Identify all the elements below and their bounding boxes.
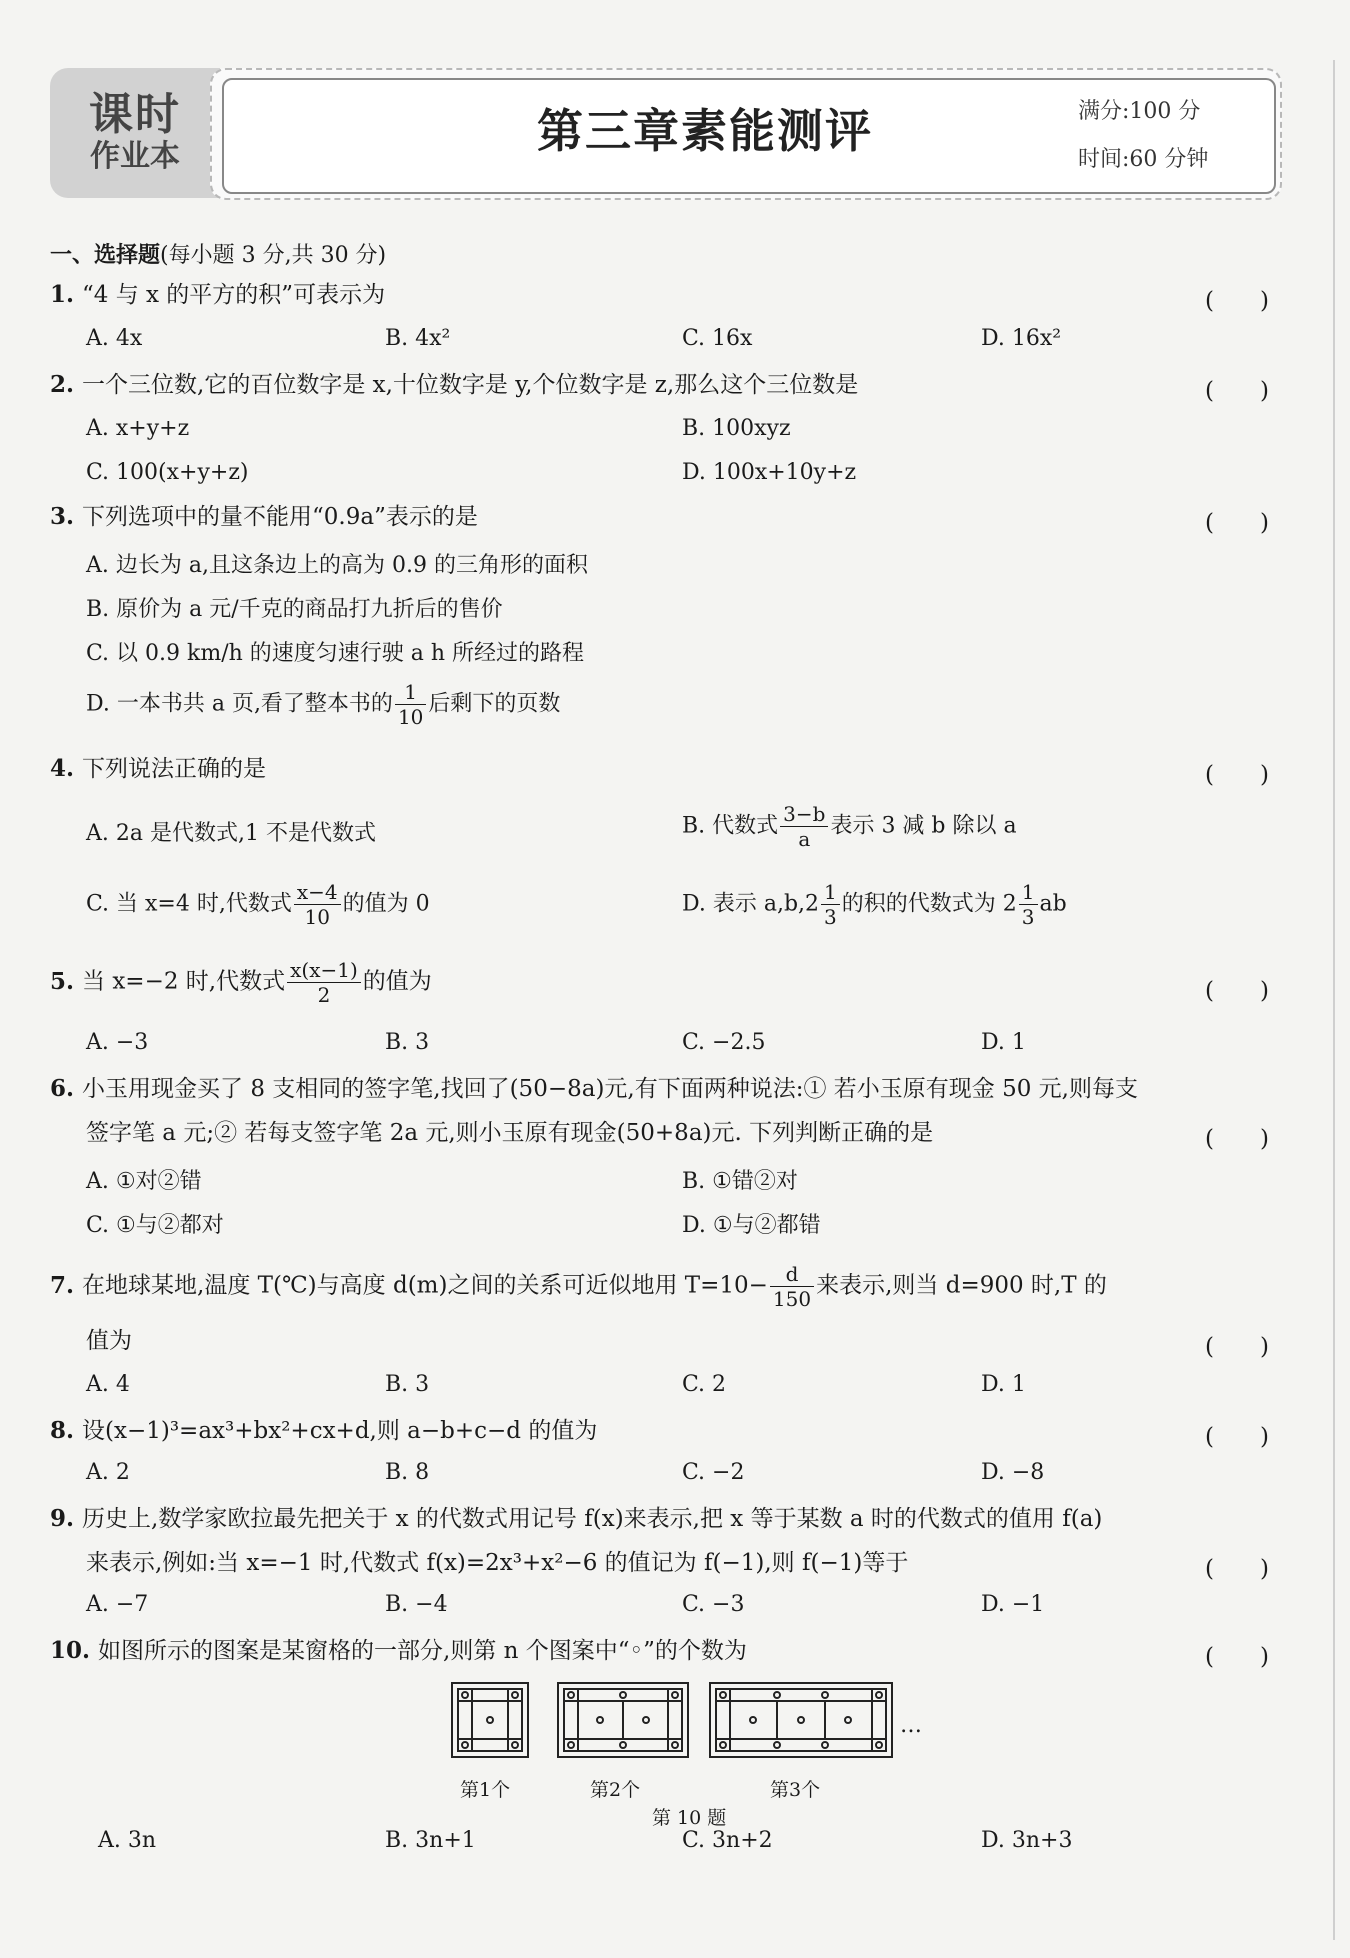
badge-line2: 作业本 [90,139,180,174]
question-number: 4. [50,755,75,782]
figure-caption: 第 10 题 [652,1807,727,1829]
question-number: 1. [50,281,75,308]
option-d: D. 16x² [981,326,1062,351]
pattern-3 [710,1683,892,1757]
fraction-denominator: 150 [772,1287,812,1311]
option-c-text: C. 当 x=4 时,代数式 [86,891,292,917]
question-text: 设(x−1)³=ax³+bx²+cx+d,则 a−b+c−d 的值为 [82,1418,598,1444]
option-c: C. −2.5 [682,1030,766,1055]
pattern-3-label: 第3个 [770,1779,821,1801]
pattern-2-label: 第2个 [590,1779,641,1801]
question-9 [50,1504,1102,1534]
answer-blank[interactable]: ( ) [1205,510,1269,536]
answer-blank[interactable]: ( ) [1205,762,1269,788]
option-d: D. 1 [981,1372,1026,1397]
option-c: C. −2 [682,1460,745,1485]
section-note: (每小题 3 分,共 30 分) [160,243,387,268]
question-text: 如图所示的图案是某窗格的一部分,则第 n 个图案中“◦”的个数为 [98,1638,747,1664]
option-b-text-end: 表示 3 减 b 除以 a [830,813,1017,839]
fraction-numerator: x−4 [294,880,341,905]
textbook-badge [50,68,220,198]
fraction [780,802,828,851]
question-text: 小玉用现金买了 8 支相同的签字笔,找回了(50−8a)元,有下面两种说法:① 若小玉原有现金 50 元,则每支 [82,1076,1138,1102]
option-b [682,802,1017,851]
fraction-denominator: 3 [824,905,837,929]
question-5 [50,958,432,1007]
question-text: 在地球某地,温度 T(℃)与高度 d(m)之间的关系可近似地用 T=10− [82,1272,768,1299]
question-2 [50,370,858,400]
answer-blank[interactable]: ( ) [1205,1644,1269,1670]
option-b: B. 8 [385,1460,430,1485]
question-number: 8. [50,1417,75,1444]
question-number: 9. [50,1505,75,1532]
question-9-line2: 来表示,例如:当 x=−1 时,代数式 f(x)=2x³+x²−6 的值记为 f(−1),则 f(−1)等于 [86,1550,909,1576]
pattern-1 [452,1683,528,1757]
fraction-numerator: x(x−1) [287,958,361,983]
option-c: C. ①与②都对 [86,1213,224,1238]
question-7 [50,1262,1107,1311]
option-d-text: D. 表示 a,b,2 [682,891,820,917]
fraction-numerator: 1 [821,880,840,905]
option-a: A. −3 [86,1030,149,1055]
option-a: A. 2 [86,1460,130,1485]
option-a: A. x+y+z [86,416,190,441]
window-pattern-figure [440,1675,960,1829]
question-text: 当 x=−2 时,代数式 [82,968,286,995]
fraction-denominator: 10 [397,705,424,729]
fraction [1019,880,1038,929]
question-text: “4 与 x 的平方的积”可表示为 [82,282,386,308]
pattern-1-label: 第1个 [460,1779,511,1801]
option-c: C. 2 [682,1372,727,1397]
answer-blank[interactable]: ( ) [1205,1424,1269,1450]
answer-blank[interactable]: ( ) [1205,378,1269,404]
option-a: A. 4 [86,1372,130,1397]
answer-blank[interactable]: ( ) [1205,1556,1269,1582]
option-d: D. 100x+10y+z [682,460,857,485]
question-text: 一个三位数,它的百位数字是 x,十位数字是 y,个位数字是 z,那么这个三位数是 [82,372,859,398]
badge-line1: 课时 [89,89,181,140]
option-c [86,880,430,929]
question-number: 10. [50,1637,91,1664]
question-text-end: 来表示,则当 d=900 时,T 的 [816,1272,1107,1299]
option-a: A. 边长为 a,且这条边上的高为 0.9 的三角形的面积 [86,553,588,578]
fraction-numerator: 1 [1019,880,1038,905]
section-title: 一、选择题 [50,242,161,268]
question-1 [50,280,385,310]
option-d: D. −8 [981,1460,1045,1485]
option-b: B. ①错②对 [682,1169,798,1194]
fraction-numerator: 3−b [780,802,828,827]
answer-blank[interactable]: ( ) [1205,1334,1269,1360]
option-b: B. 3 [385,1372,430,1397]
fraction-denominator: 3 [1021,905,1035,929]
option-c: C. −3 [682,1592,745,1617]
question-number: 2. [50,371,75,398]
option-b: B. 4x² [385,326,451,351]
option-b: B. 3n+1 [385,1828,476,1853]
option-d: D. 1 [981,1030,1026,1055]
answer-blank[interactable]: ( ) [1205,978,1269,1004]
question-text-end: 的值为 [362,968,432,995]
option-d [86,680,560,729]
question-8 [50,1416,597,1446]
question-text: 历史上,数学家欧拉最先把关于 x 的代数式用记号 f(x)来表示,把 x 等于某数 a 时的代数式的值用 f(a) [82,1506,1103,1532]
fraction [294,880,341,929]
option-d: D. 3n+3 [981,1828,1073,1853]
option-d: D. ①与②都错 [682,1213,821,1238]
option-a: A. −7 [86,1592,149,1617]
section-heading [50,238,386,269]
fraction-denominator: 10 [304,905,330,929]
ellipsis: … [900,1713,922,1738]
option-b-text: B. 代数式 [682,813,779,839]
answer-blank[interactable]: ( ) [1205,288,1269,314]
full-score: 满分:100 分 [1078,99,1201,124]
question-number: 5. [50,967,75,995]
option-d: D. −1 [981,1592,1045,1617]
option-c: C. 3n+2 [682,1828,773,1853]
option-b: B. 3 [385,1030,430,1055]
pattern-2 [558,1683,688,1757]
option-b: B. −4 [385,1592,448,1617]
question-10 [50,1636,747,1666]
option-a: A. ①对②错 [86,1169,202,1194]
answer-blank[interactable]: ( ) [1205,1126,1269,1152]
option-c: C. 以 0.9 km/h 的速度匀速行驶 a h 所经过的路程 [86,641,585,666]
option-b: B. 原价为 a 元/千克的商品打九折后的售价 [86,597,503,622]
option-d-text-mid: 的积的代数式为 2 [841,891,1017,917]
option-a: A. 4x [86,326,143,351]
question-number: 7. [50,1271,75,1299]
question-6-line2: 签字笔 a 元;② 若每支签字笔 2a 元,则小玉原有现金(50+8a)元. 下列判断正确的是 [86,1120,934,1146]
option-c-text-end: 的值为 0 [342,891,430,917]
option-c: C. 16x [682,326,753,351]
option-a: A. 2a 是代数式,1 不是代数式 [86,821,376,846]
page-title: 第三章素能测评 [537,104,873,158]
page-edge-line [1333,60,1335,1940]
option-d-text-end: 后剩下的页数 [428,691,561,717]
option-b: B. 100xyz [682,416,791,441]
fraction-numerator: d [770,1262,814,1287]
option-d [682,880,1067,929]
fraction-denominator: a [798,827,811,851]
option-a: A. 3n [98,1828,157,1853]
question-4 [50,754,266,784]
fraction [287,958,361,1007]
question-3 [50,502,478,532]
option-c: C. 100(x+y+z) [86,460,249,485]
question-7-line2: 值为 [86,1328,132,1354]
fraction-denominator: 2 [317,983,331,1007]
question-text: 下列选项中的量不能用“0.9a”表示的是 [82,504,478,530]
question-text: 下列说法正确的是 [82,756,267,782]
time-limit: 时间:60 分钟 [1078,147,1209,172]
fraction [770,1262,814,1311]
fraction-numerator: 1 [395,680,426,705]
question-number: 6. [50,1075,75,1102]
option-d-text-end: ab [1039,891,1067,917]
fraction [821,880,840,929]
option-d-text: D. 一本书共 a 页,看了整本书的 [86,691,393,717]
fraction [395,680,426,729]
question-number: 3. [50,503,75,530]
question-6 [50,1074,1138,1104]
